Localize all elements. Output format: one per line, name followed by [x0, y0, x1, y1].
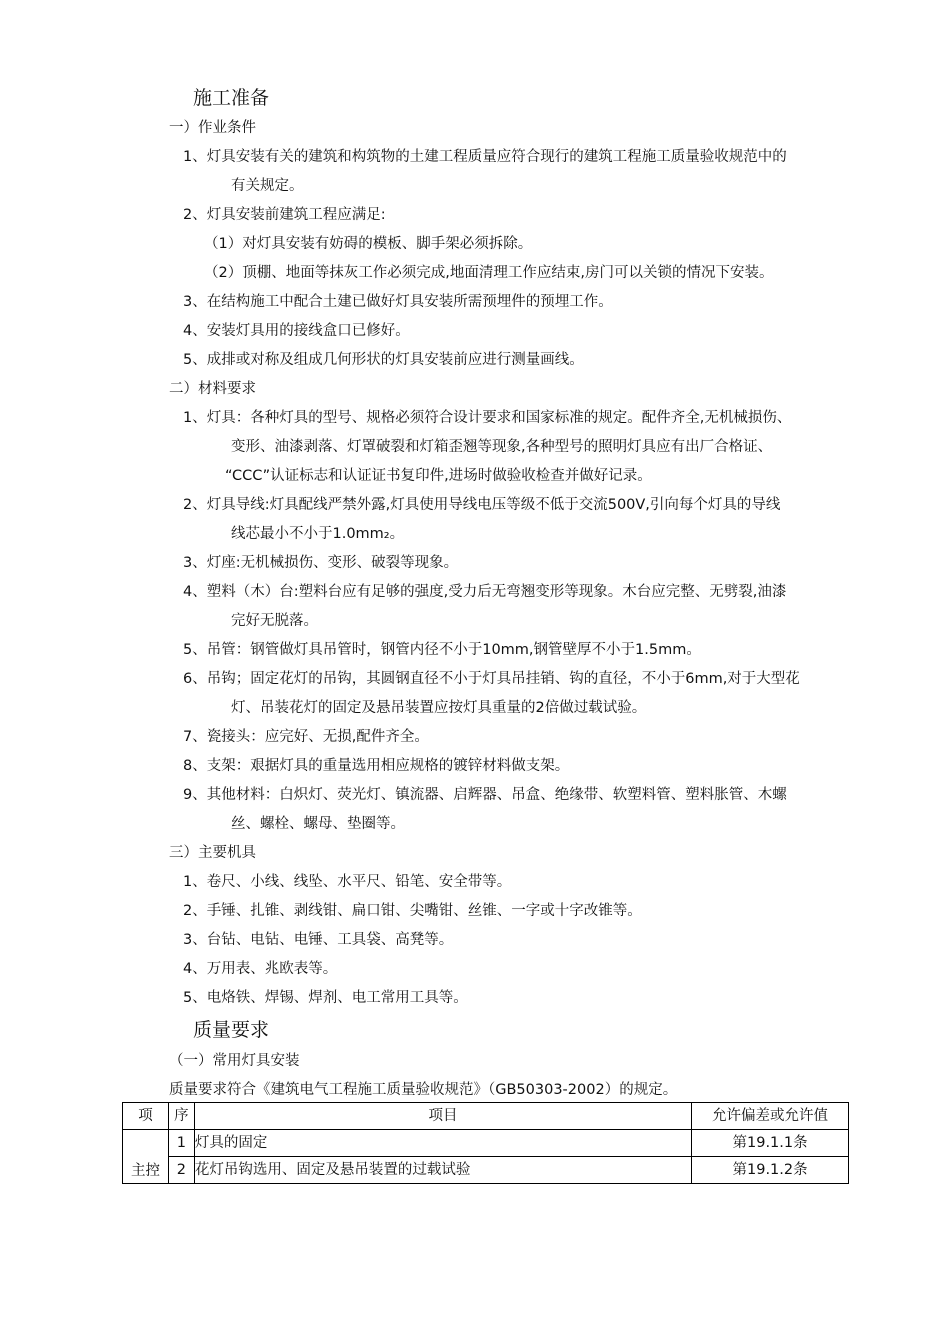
subsection-heading-tools: 三）主要机具	[169, 845, 256, 861]
list-item-continuation: 有关规定。	[231, 178, 304, 194]
list-item-continuation: 线芯最小不小于1.0mm₂。	[231, 526, 405, 542]
list-item: 8、支架：艰据灯具的重量选用相应规格的镀锌材料做支架。	[183, 758, 570, 774]
table-row	[123, 1130, 849, 1157]
list-item: 2、灯具安装前建筑工程应满足:	[183, 207, 386, 223]
header-cell-item: 项目	[194, 1103, 691, 1130]
list-item: 4、万用表、兆欧表等。	[183, 961, 338, 977]
list-item-continuation: 丝、螺栓、螺母、垫圈等。	[231, 816, 405, 832]
list-item-continuation: 变形、油漆剥落、灯罩破裂和灯箱歪翘等现象,各种型号的照明灯具应有出厂合格证、	[231, 439, 773, 455]
list-item: 6、吊钩；固定花灯的吊钩，其圆钢直径不小于灯具吊挂销、钩的直径，不小于6mm,对于大型花	[183, 671, 800, 687]
list-item: 5、成排或对称及组成几何形状的灯具安装前应进行测量画线。	[183, 352, 584, 368]
list-item: 4、安装灯具用的接线盒口已修好。	[183, 323, 410, 339]
seq-cell: 1	[168, 1130, 194, 1157]
list-item: 5、电烙铁、焊锡、焊剂、电工常用工具等。	[183, 990, 468, 1006]
list-item: （1）对灯具安装有妨碍的模板、脚手架必须拆除。	[204, 236, 533, 252]
list-item-continuation: “CCC”认证标志和认证证书复印件,进场时做验收检查并做好记录。	[225, 468, 652, 484]
list-item-continuation: 灯、吊装花灯的固定及悬吊装置应按灯具重量的2倍做过载试验。	[231, 700, 647, 716]
tolerance-cell: 第19.1.1条	[692, 1130, 849, 1157]
list-item: 3、台钻、电钻、电锤、工具袋、高凳等。	[183, 932, 454, 948]
section-title-quality: 质量要求	[193, 1019, 270, 1041]
header-cell-category: 项	[123, 1103, 169, 1130]
subsection-heading-fixtures: （一）常用灯具安装	[169, 1053, 300, 1069]
category-cell: 主控	[123, 1130, 169, 1184]
section-title-prep: 施工准备	[193, 87, 270, 109]
header-cell-seq: 序	[168, 1103, 194, 1130]
table-row	[123, 1157, 849, 1184]
list-item-continuation: 完好无脱落。	[231, 613, 318, 629]
list-item: 3、在结构施工中配合土建已做好灯具安装所需预埋件的预埋工作。	[183, 294, 613, 310]
list-item: 7、瓷接头：应完好、无损,配件齐全。	[183, 729, 429, 745]
list-item: 5、吊管：钢管做灯具吊管时，钢管内径不小于10mm,钢管壁厚不小于1.5mm。	[183, 642, 701, 658]
subsection-heading-conditions: 一）作业条件	[169, 120, 256, 136]
quality-table	[122, 1102, 849, 1184]
list-item: （2）顶棚、地面等抹灰工作必须完成,地面清理工作应结束,房门可以关锁的情况下安装。	[204, 265, 774, 281]
list-item: 2、手锤、扎锥、剥线钳、扁口钳、尖嘴钳、丝锥、一字或十字改锥等。	[183, 903, 642, 919]
table-header-row	[123, 1103, 849, 1130]
subsection-heading-materials: 二）材料要求	[169, 381, 256, 397]
list-item: 4、塑料（木）台:塑料台应有足够的强度,受力后无弯翘变形等现象。木台应完整、无劈裂,油漆	[183, 584, 787, 600]
seq-cell: 2	[168, 1157, 194, 1184]
list-item: 3、灯座:无机械损伤、变形、破裂等现象。	[183, 555, 459, 571]
quality-intro-text: 质量要求符合《建筑电气工程施工质量验收规范》（GB50303-2002）的规定。	[169, 1082, 678, 1098]
tolerance-cell: 第19.1.2条	[692, 1157, 849, 1184]
list-item: 9、其他材料：白炽灯、荧光灯、镇流器、启辉器、吊盒、绝缘带、软塑料管、塑料胀管、木螺	[183, 787, 787, 803]
item-cell: 花灯吊钩选用、固定及悬吊装置的过载试验	[194, 1157, 691, 1184]
list-item: 1、卷尺、小线、线坠、水平尺、铅笔、安全带等。	[183, 874, 512, 890]
list-item: 1、灯具安装有关的建筑和构筑物的土建工程质量应符合现行的建筑工程施工质量验收规范中的	[183, 149, 787, 165]
list-item: 1、灯具：各种灯具的型号、规格必须符合设计要求和国家标准的规定。配件齐全,无机械损伤、	[183, 410, 792, 426]
header-cell-tolerance: 允许偏差或允许值	[692, 1103, 849, 1130]
list-item: 2、灯具导线:灯具配线严禁外露,灯具使用导线电压等级不低于交流500V,引向每个灯具的导线	[183, 497, 781, 513]
item-cell: 灯具的固定	[194, 1130, 691, 1157]
